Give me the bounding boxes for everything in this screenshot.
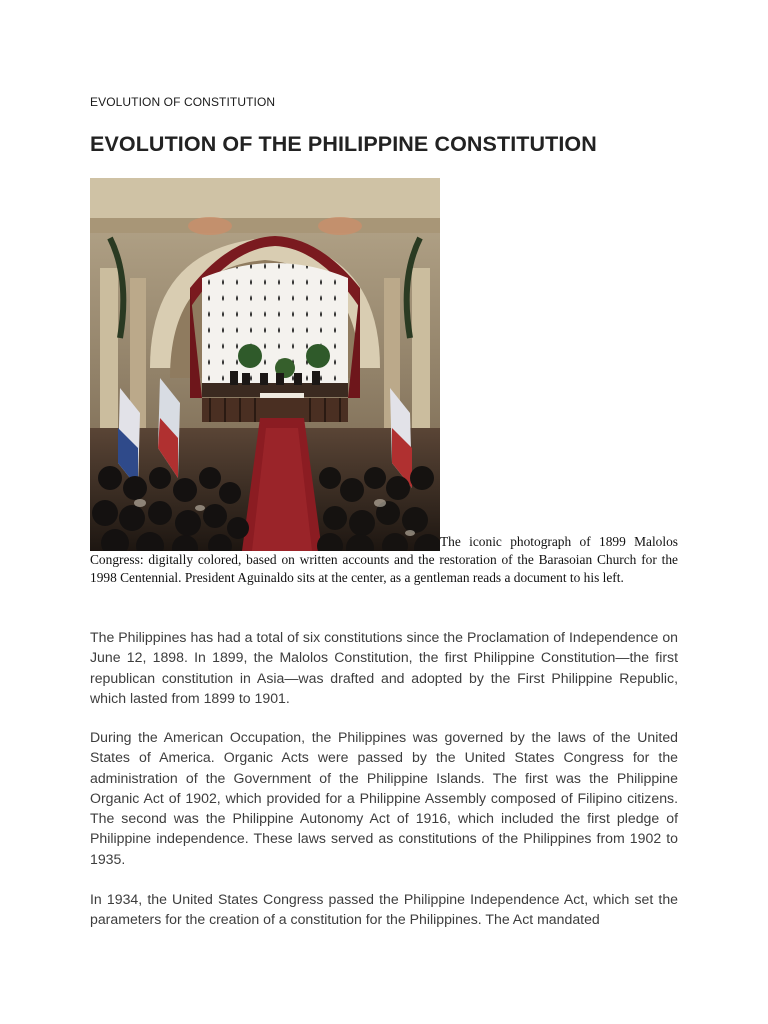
figure bbox=[90, 178, 678, 587]
document-page bbox=[90, 0, 678, 1024]
malolos-congress-photo bbox=[90, 178, 440, 551]
paragraph-2: During the American Occupation, the Philippines was governed by the laws of the United States of America. Organic Acts were passed by the United States Congress for the administration of the Government of the Philippine Islands. The first was the Philippine Organic Act of 1902, which provided for a Philippine Assembly composed of Filipino citizens. The second was the Philippine Autonomy Act of 1916, which included the first pledge of Philippine independence. These laws served as constitutions of the Philippines from 1902 to 1935. bbox=[90, 729, 678, 867]
paragraph-1: The Philippines has had a total of six constitutions since the Proclamation of Independence on June 12, 1898. In 1899, the Malolos Constitution, the first Philippine Constitution—the first republican constitution in Asia—was drafted and adopted by the First Philippine Republic, which lasted from 1899 to 1901. bbox=[90, 629, 678, 706]
photo-caption: The iconic photograph of 1899 Malolos Congress: digitally colored, based on written accounts and the restoration of the Barasoian Church for the 1998 Centennial. President Aguinaldo sits at the center, as a gentleman reads a document to his left. bbox=[90, 534, 678, 585]
document-header: EVOLUTION OF CONSTITUTION bbox=[90, 95, 276, 109]
document-title: EVOLUTION OF THE PHILIPPINE CONSTITUTION bbox=[90, 132, 597, 156]
paragraph-3: In 1934, the United States Congress passed the Philippine Independence Act, which set the parameters for the creation of a constitution for the Philippines. The Act mandated bbox=[90, 891, 678, 928]
figure-caption-wrap bbox=[90, 178, 678, 587]
